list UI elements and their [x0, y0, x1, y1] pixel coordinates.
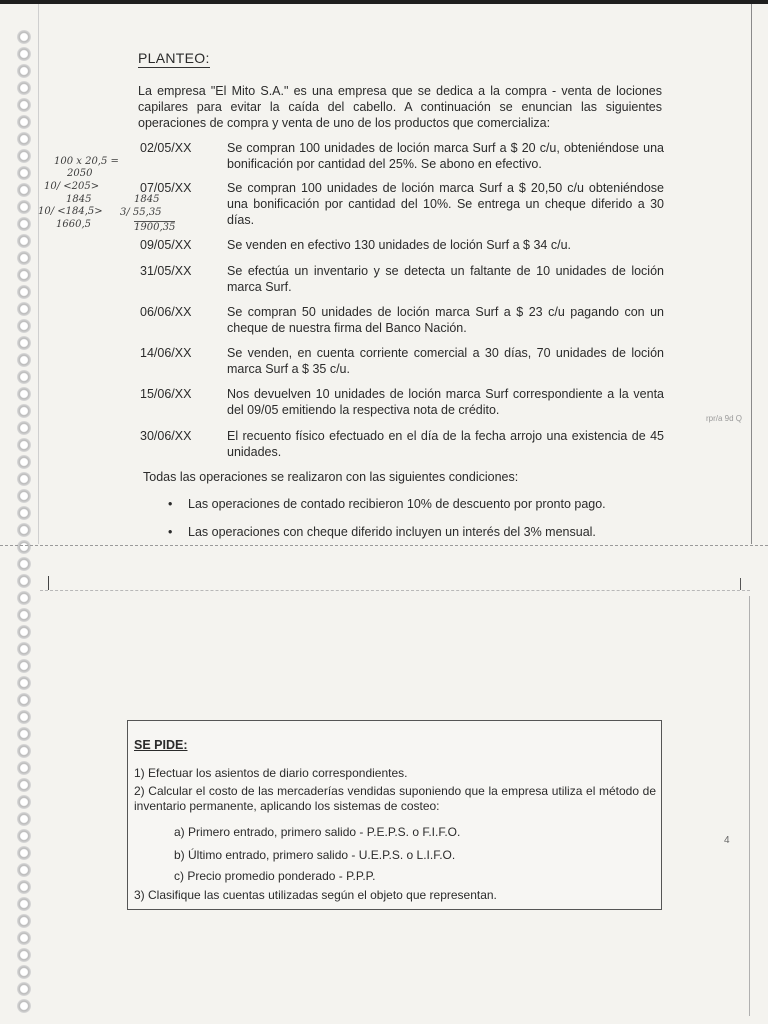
handwritten-note: 2050: [67, 168, 93, 179]
binder-hole-icon: [17, 591, 31, 605]
margin-mark: rpr/a 9d Q: [706, 414, 743, 423]
binder-hole-icon: [17, 251, 31, 265]
binder-hole-icon: [17, 302, 31, 316]
binder-hole-icon: [17, 115, 31, 129]
binder-hole-icon: [17, 421, 31, 435]
bullet-icon: •: [168, 525, 173, 539]
binder-hole-icon: [17, 761, 31, 775]
binder-hole-icon: [17, 846, 31, 860]
task-item: 3) Clasifique las cuentas utilizadas según el objeto que representan.: [134, 888, 497, 902]
binder-hole-icon: [17, 30, 31, 44]
binder-hole-icon: [17, 829, 31, 843]
operation-date: 30/06/XX: [140, 429, 192, 443]
binder-hole-icon: [17, 982, 31, 996]
handwritten-note: 1845: [66, 194, 92, 205]
binder-hole-icon: [17, 608, 31, 622]
lower-sheet-top-edge: [40, 590, 750, 591]
handwritten-note: 10/ <205>: [44, 181, 100, 192]
binder-hole-icon: [17, 795, 31, 809]
task-subitem: c) Precio promedio ponderado - P.P.P.: [174, 869, 376, 883]
operation-description: Se compran 100 unidades de loción marca Surf a $ 20 c/u, obteniéndose una bonificación por cantidad del 25%. Se abono en efectivo.: [227, 141, 664, 171]
tasks-title: SE PIDE:: [134, 738, 188, 752]
binder-hole-icon: [17, 727, 31, 741]
intro-paragraph: La empresa "El Mito S.A." es una empresa que se dedica a la compra - venta de lociones capilares para evitar la caída del cabello. A continuación se enuncian las siguientes operaciones de compra y venta de uno de los productos que comercializa:: [138, 84, 662, 130]
operation-description: Nos devuelven 10 unidades de loción marca Surf correspondiente a la venta del 09/05 emitiendo la respectiva nota de crédito.: [227, 387, 664, 417]
binder-hole-icon: [17, 149, 31, 163]
handwritten-note: 1845: [134, 194, 160, 205]
binder-hole-icon: [17, 914, 31, 928]
binder-hole-icon: [17, 370, 31, 384]
task-item: 1) Efectuar los asientos de diario correspondientes.: [134, 766, 408, 780]
binder-hole-icon: [17, 744, 31, 758]
operation-date: 07/05/XX: [140, 181, 192, 195]
binder-hole-icon: [17, 81, 31, 95]
binder-hole-icon: [17, 693, 31, 707]
handwritten-note: 1900,35: [134, 222, 176, 233]
binder-hole-icon: [17, 438, 31, 452]
binder-hole-icon: [17, 625, 31, 639]
binder-hole-icon: [17, 897, 31, 911]
handwritten-note: 10/ <184,5>: [38, 206, 103, 217]
binder-hole-icon: [17, 659, 31, 673]
binder-hole-icon: [17, 183, 31, 197]
binder-hole-icon: [17, 200, 31, 214]
handwritten-note: 1660,5: [56, 219, 91, 230]
binder-hole-icon: [17, 472, 31, 486]
binder-hole-icon: [17, 931, 31, 945]
binder-hole-icon: [17, 234, 31, 248]
upper-sheet-bottom-edge: [0, 545, 768, 548]
binder-holes: [14, 30, 36, 1020]
operation-description: Se compran 50 unidades de loción marca Surf a $ 23 c/u pagando con un cheque de nuestra firma del Banco Nación.: [227, 305, 664, 335]
lower-sheet-right-edge: [749, 596, 750, 1016]
binder-hole-icon: [17, 387, 31, 401]
binder-hole-icon: [17, 863, 31, 877]
sheet-tick-mark: [48, 576, 49, 590]
operation-description: El recuento físico efectuado en el día de la fecha arrojo una existencia de 45 unidades.: [227, 429, 664, 459]
binder-hole-icon: [17, 47, 31, 61]
binder-hole-icon: [17, 285, 31, 299]
task-subitem: b) Último entrado, primero salido - U.E.P.S. o L.I.F.O.: [174, 848, 456, 862]
binder-hole-icon: [17, 676, 31, 690]
condition-text: Las operaciones de contado recibieron 10% de descuento por pronto pago.: [188, 497, 606, 511]
binder-hole-icon: [17, 489, 31, 503]
binder-hole-icon: [17, 455, 31, 469]
conditions-intro: Todas las operaciones se realizaron con las siguientes condiciones:: [143, 470, 519, 484]
binder-hole-icon: [17, 642, 31, 656]
binder-hole-icon: [17, 999, 31, 1013]
binder-hole-icon: [17, 166, 31, 180]
operation-description: Se venden en efectivo 130 unidades de loción Surf a $ 34 c/u.: [227, 238, 571, 252]
bullet-icon: •: [168, 497, 173, 511]
binder-hole-icon: [17, 319, 31, 333]
binder-hole-icon: [17, 353, 31, 367]
binder-hole-icon: [17, 506, 31, 520]
operation-description: Se efectúa un inventario y se detecta un faltante de 10 unidades de loción marca Surf.: [227, 264, 664, 294]
binder-hole-icon: [17, 404, 31, 418]
binder-hole-icon: [17, 710, 31, 724]
sheet-tick-mark: [740, 578, 741, 590]
operation-description: Se compran 100 unidades de loción marca Surf a $ 20,50 c/u obteniéndose una bonificación por cantidad del 10%. Se entrega un cheque diferido a 30 días.: [227, 181, 664, 227]
binder-hole-icon: [17, 880, 31, 894]
operation-description: Se venden, en cuenta corriente comercial a 30 días, 70 unidades de loción marca Surf a $ 35 c/u.: [227, 346, 664, 376]
task-item: 2) Calcular el costo de las mercaderías vendidas suponiendo que la empresa utiliza el método de inventario permanente, aplicando los sistemas de costeo:: [134, 784, 656, 813]
binder-hole-icon: [17, 948, 31, 962]
binder-hole-icon: [17, 557, 31, 571]
binder-hole-icon: [17, 574, 31, 588]
handwritten-note: 3/ 55,35: [120, 207, 162, 218]
binder-hole-icon: [17, 268, 31, 282]
handwritten-note: 100 x 20,5 =: [54, 156, 119, 167]
binder-hole-icon: [17, 965, 31, 979]
binder-hole-icon: [17, 98, 31, 112]
condition-text: Las operaciones con cheque diferido incluyen un interés del 3% mensual.: [188, 525, 596, 539]
margin-mark: 4: [724, 835, 730, 846]
operation-date: 06/06/XX: [140, 305, 192, 319]
binder-hole-icon: [17, 812, 31, 826]
binder-hole-icon: [17, 64, 31, 78]
task-subitem: a) Primero entrado, primero salido - P.E.P.S. o F.I.F.O.: [174, 825, 461, 839]
binder-hole-icon: [17, 132, 31, 146]
tasks-box: [127, 720, 662, 910]
operation-date: 02/05/XX: [140, 141, 192, 155]
document-title: PLANTEO:: [138, 50, 210, 66]
operation-date: 15/06/XX: [140, 387, 192, 401]
binder-hole-icon: [17, 778, 31, 792]
binder-hole-icon: [17, 217, 31, 231]
operation-date: 09/05/XX: [140, 238, 192, 252]
binder-hole-icon: [17, 336, 31, 350]
operation-date: 31/05/XX: [140, 264, 192, 278]
binder-hole-icon: [17, 523, 31, 537]
operation-date: 14/06/XX: [140, 346, 192, 360]
